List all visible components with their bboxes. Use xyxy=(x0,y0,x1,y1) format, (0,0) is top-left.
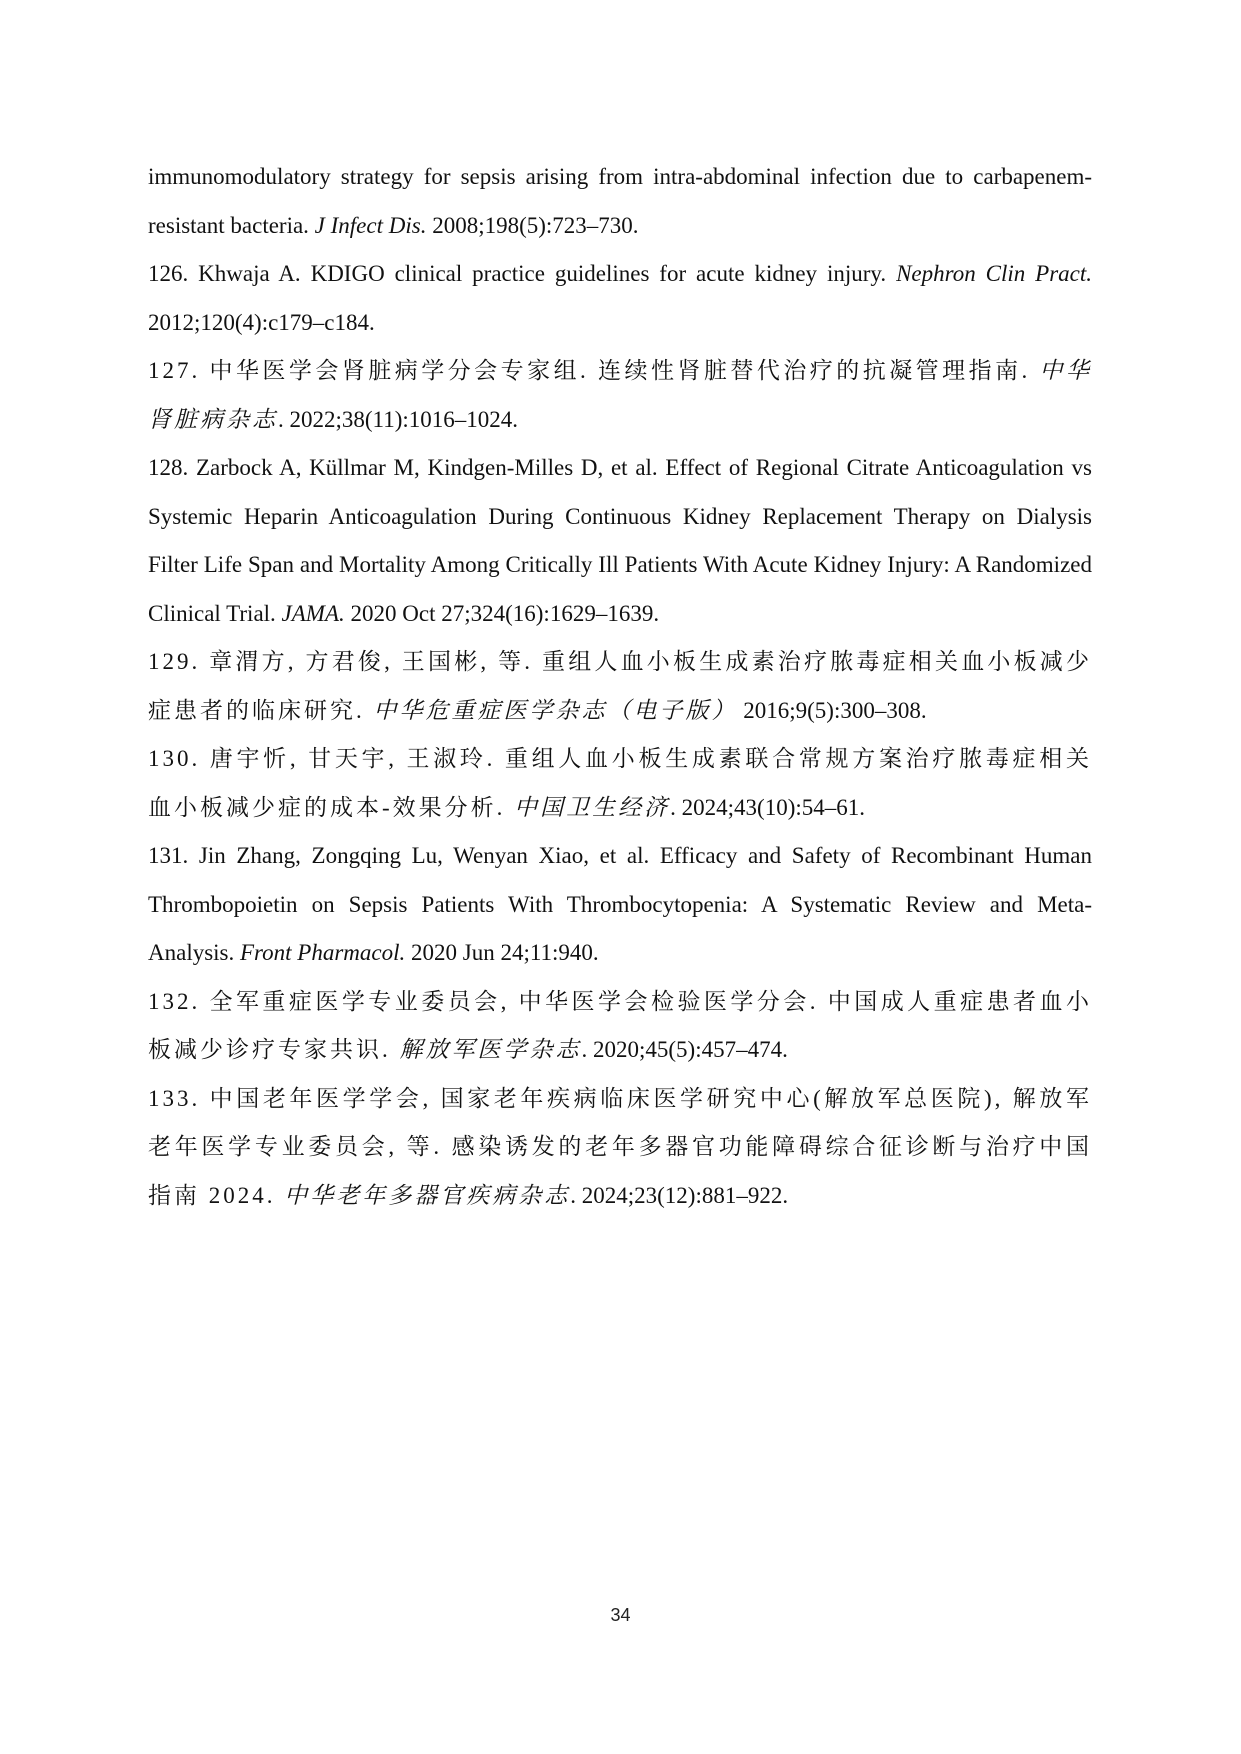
citation-details: 2020 Oct 27;324(16):1629–1639. xyxy=(344,600,660,626)
citation-details: 2012;120(4):c179–c184. xyxy=(148,309,375,335)
reference-item-130 xyxy=(148,735,1092,832)
reference-text: 130. 唐宇忻, 甘天宇, 王淑玲. 重组人血小板生成素联合常规方案治疗脓毒症相关血小板减少症的成本-效果分析. xyxy=(148,746,1092,820)
journal-name: 中华危重症医学杂志（电子版） xyxy=(373,697,738,723)
reference-text: 131. Jin Zhang, Zongqing Lu, Wenyan Xiao, et al. Efficacy and Safety of Recombinant Human Thrombopoietin on Sepsis Patients With Thrombocytopenia: A Systematic Review and Meta-Analysis. xyxy=(148,843,1092,965)
reference-item-132 xyxy=(148,978,1092,1075)
citation-details: 2016;9(5):300–308. xyxy=(737,697,927,723)
journal-name: Front Pharmacol. xyxy=(240,940,406,965)
reference-item-126 xyxy=(148,250,1092,347)
reference-item-133 xyxy=(148,1075,1092,1221)
reference-text: 132. 全军重症医学专业委员会, 中华医学会检验医学分会. 中国成人重症患者血小板减少诊疗专家共识. xyxy=(148,988,1092,1062)
citation-details: . 2024;23(12):881–922. xyxy=(570,1182,789,1208)
reference-text: 133. 中国老年医学学会, 国家老年疾病临床医学研究中心(解放军总医院), 解放军老年医学专业委员会, 等. 感染诱发的老年多器官功能障碍综合征诊断与治疗中国指南 2024. xyxy=(148,1085,1092,1208)
reference-item-127 xyxy=(148,347,1092,444)
citation-details: . 2022;38(11):1016–1024. xyxy=(278,406,518,432)
reference-text: 126. Khwaja A. KDIGO clinical practice guidelines for acute kidney injury. xyxy=(148,261,897,286)
reference-text: immunomodulatory strategy for sepsis arising from intra-abdominal infection due to carbapenem-resistant bacteria. xyxy=(148,164,1092,238)
journal-name: 中华肾脏病杂志 xyxy=(148,358,1093,432)
journal-name: 中国卫生经济 xyxy=(514,794,671,820)
reference-item-125-continued xyxy=(148,153,1092,250)
reference-item-131 xyxy=(148,832,1092,978)
journal-name: 解放军医学杂志 xyxy=(399,1037,582,1062)
reference-text: 127. 中华医学会肾脏病学分会专家组. 连续性肾脏替代治疗的抗凝管理指南. xyxy=(148,358,1040,383)
journal-name: J Infect Dis. xyxy=(314,212,427,238)
reference-item-129 xyxy=(148,638,1092,735)
citation-details: 2020 Jun 24;11:940. xyxy=(405,940,599,965)
citation-details: . 2024;43(10):54–61. xyxy=(670,794,866,820)
reference-text: 129. 章渭方, 方君俊, 王国彬, 等. 重组人血小板生成素治疗脓毒症相关血小板减少症患者的临床研究. xyxy=(148,649,1093,723)
journal-name: 中华老年多器官疾病杂志 xyxy=(284,1182,571,1208)
reference-list xyxy=(148,153,1092,1220)
reference-text: 128. Zarbock A, Küllmar M, Kindgen-Milles D, et al. Effect of Regional Citrate Anticoagulation vs Systemic Heparin Anticoagulation During Continuous Kidney Replacement Therapy on Dialysis Filter Life Span and Mortality Among Critically Ill Patients With Acute Kidney Injury: A Randomized Clinical Trial. xyxy=(148,455,1092,626)
citation-details: . 2020;45(5):457–474. xyxy=(581,1037,788,1062)
page-number: 34 xyxy=(610,1605,631,1625)
journal-name: Nephron Clin Pract. xyxy=(896,261,1092,286)
citation-details: 2008;198(5):723–730. xyxy=(426,212,639,238)
reference-item-128 xyxy=(148,444,1092,638)
journal-name: JAMA. xyxy=(281,600,345,626)
